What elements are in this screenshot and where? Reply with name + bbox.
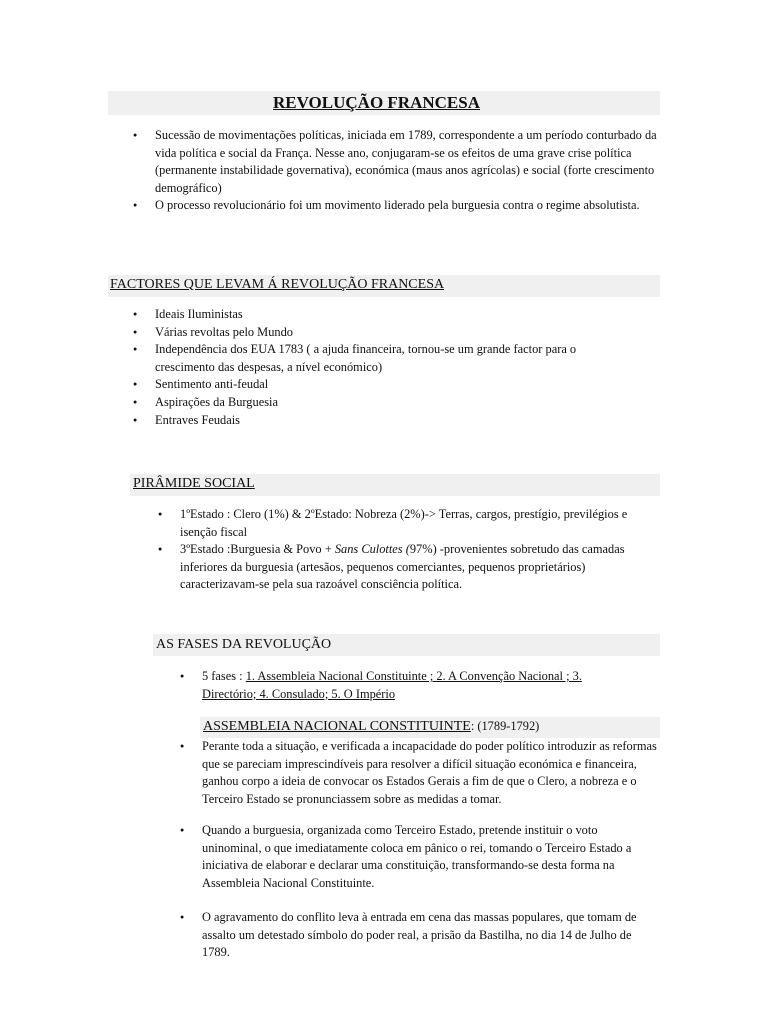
assembleia-list-3: [202, 909, 660, 962]
list-item: ● Sentimento anti-feudal: [155, 376, 625, 394]
list-item: ● Entraves Feudais: [155, 412, 625, 430]
sans-culottes-text: Sans Culottes (: [334, 542, 410, 557]
assembleia-heading: [203, 718, 539, 736]
intro-list: [155, 127, 660, 215]
list-item: ● Perante toda a situação, e verificada a incapacidade do poder político introduzir as reformas que se pareciam imprescindíveis para resolver a difícil situação económica e financeira, ganhou corpo a ideia de convocar os Estados Gerais a fim de que o Clero, a nobreza e o Terceiro Estado se pronunciassem sobre as medidas a tomar.: [202, 738, 660, 808]
item-text: 97%) -provenientes sobretudo das camadas inferiores da burguesia (artesãos, pequenos comerciantes, pequenos proprietários) caracterizavam-se pela sua razoável consciência política.: [180, 542, 625, 592]
item-text: 3ºEstado :Burguesia & Povo +: [180, 542, 335, 557]
factores-list: [155, 306, 625, 429]
assembleia-list-1: [202, 738, 660, 808]
list-item: ● O processo revolucionário foi um movimento liderado pela burguesia contra o regime absolutista.: [155, 197, 660, 215]
assembleia-list-2: [202, 822, 660, 892]
list-item: ● Ideais Iluministas: [155, 306, 625, 324]
list-item: ● Várias revoltas pelo Mundo: [155, 324, 625, 342]
piramide-heading: PIRÂMIDE SOCIAL: [133, 476, 255, 491]
list-item: ● O agravamento do conflito leva à entrada em cena das massas populares, que tomam de assalto um detestado símbolo do poder real, a prisão da Bastilha, no dia 14 de Julho de 1789.: [202, 909, 660, 962]
list-item: [202, 668, 622, 703]
page-title: REVOLUÇÃO FRANCESA: [273, 93, 480, 112]
list-item: [180, 541, 660, 594]
assembleia-dates: : (1789-1792): [470, 719, 540, 733]
factores-heading: FACTORES QUE LEVAM Á REVOLUÇÃO FRANCESA: [110, 277, 445, 292]
fases-heading: AS FASES DA REVOLUÇÃO: [156, 637, 332, 652]
fases-list: [202, 668, 622, 703]
assembleia-title: ASSEMBLEIA NACIONAL CONSTITUINTE: [203, 719, 471, 734]
fases-list-text: 1. Assembleia Nacional Constituinte ; 2. A Convenção Nacional ; 3. Directório; 4. Consulado; 5. O Império: [202, 669, 582, 701]
fases-prefix: 5 fases :: [202, 669, 246, 683]
list-item: ● Sucessão de movimentações políticas, iniciada em 1789, correspondente a um período conturbado da vida política e social da França. Nesse ano, conjugaram-se os efeitos de uma grave crise política (permanente instabilidade governativa), económica (maus anos agrícolas) e social (forte crescimento demográfico): [155, 127, 660, 197]
list-item: ● Quando a burguesia, organizada como Terceiro Estado, pretende instituir o voto uninominal, o que imediatamente coloca em pânico o rei, tomando o Terceiro Estado a iniciativa de elaborar e declarar uma constituição, transformando-se desta forma na Assembleia Nacional Constituinte.: [202, 822, 660, 892]
piramide-list: [180, 506, 660, 594]
list-item: ● Independência dos EUA 1783 ( a ajuda financeira, tornou-se um grande factor para o crescimento das despesas, a nível económico): [155, 341, 625, 376]
list-item: ● 1ºEstado : Clero (1%) & 2ºEstado: Nobreza (2%)-> Terras, cargos, prestígio, previlégios e isenção fiscal: [180, 506, 660, 541]
list-item: ● Aspirações da Burguesia: [155, 394, 625, 412]
